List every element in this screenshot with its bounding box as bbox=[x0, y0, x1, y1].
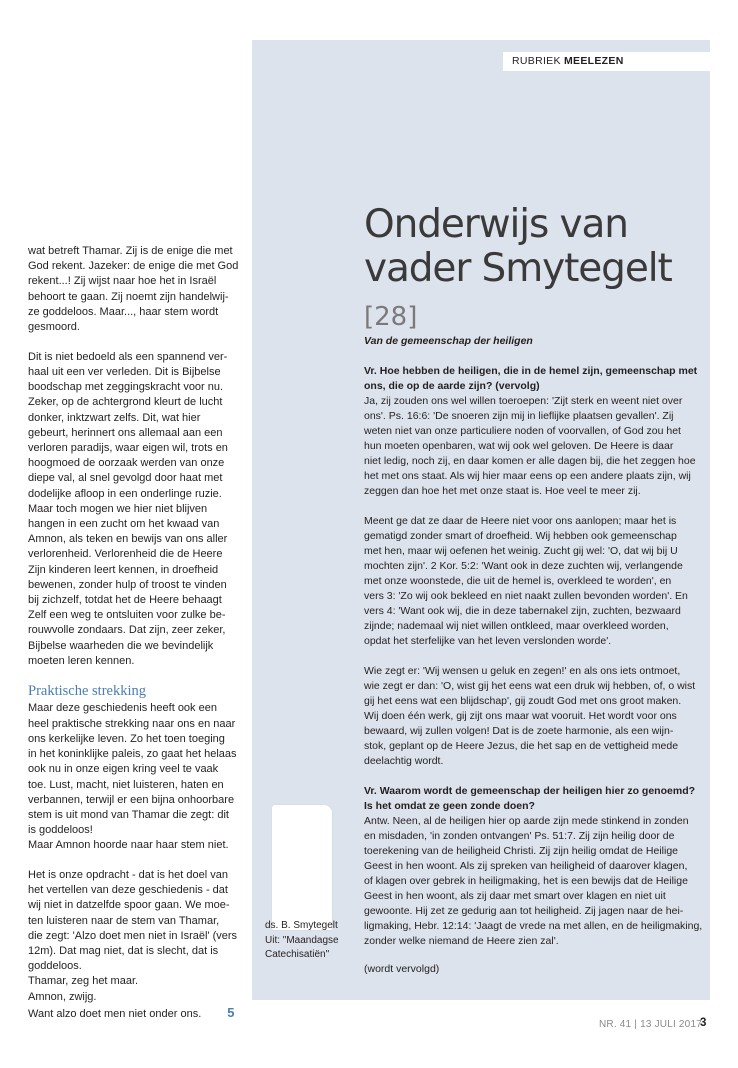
title-number: [28] bbox=[364, 302, 418, 332]
author-photo-placeholder bbox=[272, 805, 332, 930]
end-mark-icon: 5 bbox=[227, 1004, 235, 1020]
rubriek-name: MEELEZEN bbox=[564, 55, 624, 67]
title-line-2: vader Smytegelt bbox=[364, 246, 672, 291]
rubriek-label bbox=[503, 52, 710, 71]
title-line-1: Onderwijs van bbox=[364, 202, 628, 247]
answer-1: Ja, zij zouden ons wel willen toeroepen: 'Zijt sterk en weent niet over ons'. Ps. 16:6: 'De snoeren zijn mij in lieflijke plaatsen gevallen'. Zij weten niet van onze particuliere noden of voorvallen, of God zou het hun moeten openbaren, wat wij ook wel geloven. De Heere is daar niet ledig, noch zij, en daar komen er alle dagen bij, die het zeggen hoe het met ons staat. Als wij hier maar eens op een andere plaats zijn, wij zeggen dan hoe het met onze staat is. Hoe veel te meer zij. bbox=[364, 395, 696, 497]
left-column bbox=[28, 244, 246, 1037]
rubriek-prefix: RUBRIEK bbox=[512, 55, 561, 67]
photo-caption-clip bbox=[265, 920, 355, 970]
page-number: 3 bbox=[700, 1017, 707, 1029]
continued-note: (wordt vervolgd) bbox=[364, 963, 440, 975]
question-1: Vr. Hoe hebben de heiligen, die in de hemel zijn, gemeenschap met ons, die op de aarde zijn? (vervolg) bbox=[364, 365, 698, 392]
article-paragraph-2: Meent ge dat ze daar de Heere niet voor ons aanlopen; maar het is gematigd zonder smart of droefheid. Wij hebben ook gemeenschap met hen, maar wij oefenen het weinig. Zucht gij wel: 'O, dat wij bij U mochten zijn'. 2 Kor. 5:2: 'Want ook in deze zuchten wij, verlangende met onze woonstede, die uit de hemel is, overkleed te worden', en vers 3: 'Zo wij ook bekleed en niet naakt zullen bevonden worden'. En vers 4: 'Want ook wij, die in deze tabernakel zijn, zuchten, bezwaard zijnde; nademaal wij niet willen ontkleed, maar overkleed worden, opdat het sterfelijke van het leven verslonden worde'. bbox=[364, 515, 688, 647]
article-title bbox=[364, 203, 704, 339]
left-paragraph-1: wat betreft Thamar. Zij is de enige die met God rekent. Jazeker: de enige die met God rekent...! Zij wijst naar hoe het in Israël behoort te gaan. Zij noemt zijn handelwij- ze goddeloos. Maar..., haar stem wordt gesmoord. bbox=[28, 245, 239, 334]
left-paragraph-2: Dit is niet bedoeld als een spannend ver- haal uit een ver verleden. Dit is Bijbelse boodschap met zeggingskracht voor nu. Zeker, op de achtergrond kleurt de lucht donker, inktzwart zelfs. Dit, wat hier gebeurt, herinnert ons allemaal aan een verloren paradijs, waar eigen wil, trots en hoogmoed de oorzaak werden van onze diepe val, al snel gevolgd door haat met dodelijke afloop in een onderlinge ruzie. Maar toch mogen we hier niet blijven hangen in een zucht om het kwaad van Amnon, als teken en bewijs van ons aller verlorenheid. Verlorenheid die de Heere Zijn kinderen leert kennen, in droefheid bewenen, zonder hulp of troost te vinden bij zichzelf, totdat het de Heere behaagt Zelf een weg te ontsluiten voor zulke be- rouwvolle zondaars. Dat zijn, zeer zeker, Bijbelse waarheden die we bevindelijk moeten leren kennen. bbox=[28, 350, 228, 667]
answer-2: Antw. Neen, al de heiligen hier op aarde zijn mede stinkend in zonden en misdaden, 'in zonden ontvangen' Ps. 51:7. Zij zijn heilig door de toerekening van de heiligheid Christi. Zij zijn heilig omdat de Heilige Geest in hen woont. Als zij spreken van heiligheid of daarover klagen, of klagen over gebrek in heiligmaking, het is een bewijs dat de Heilige Geest in hen woont, als zij daar met smart over klagen en niet uit gewoonte. Hij zet ze gedurig aan tot heiligheid. Zij jagen naar de hei- ligmaking, Hebr. 12:14: 'Jaagt de vrede na met allen, en de heiligmaking, zonder welke niemand de Heere zien zal'. bbox=[364, 815, 703, 947]
issue-info: NR. 41 | 13 JULI 2017 bbox=[599, 1019, 702, 1030]
photo-caption: ds. B. Smytegelt Uit: "Maandagse Catechisatiën" bbox=[265, 920, 339, 960]
article-paragraph-3: Wie zegt er: 'Wij wensen u geluk en zegen!' en als ons iets ontmoet, wie zegt er dan: 'O, wist gij het eens wat een druk wij hebben, of, o wist gij het eens wat een blijdschap', gij zoudt God met ons groot maken. Wij doen één werk, gij zijt ons maar wat vooruit. Het wordt voor ons bewaard, wij zullen volgen! Dat is de zoete harmonie, als een wijn- stok, geplant op de Heere Jezus, die het sap en de vettigheid mede deelachtig wordt. bbox=[364, 665, 696, 767]
left-paragraph-4-text: Het is onze opdracht - dat is het doel van het vertellen van deze geschiedenis - dat wij niet in datzelfde spoor gaan. We moe- ten luisteren naar de stem van Thamar, die zegt: 'Alzo doet men niet in Israël' (vers 12m). Dat mag niet, dat is slecht, dat is goddeloos. Thamar, zeg het maar. Amnon, zwijg. Want alzo doet men niet onder ons. bbox=[28, 869, 238, 1020]
question-2: Vr. Waarom wordt de gemeenschap der heiligen hier zo genoemd? Is het omdat ze geen zonde doen? bbox=[364, 785, 696, 812]
left-paragraph-3: Maar deze geschiedenis heeft ook een heel praktische strekking naar ons en naar ons kerkelijke leven. Zo het toen toeging in het koninklijke paleis, zo gaat het helaas ook nu in onze eigen kring veel te vaak toe. Lust, macht, niet luisteren, haten en verbannen, terwijl er een bijna onhoorbare stem is uit mond van Thamar die zegt: dit is goddeloos! Maar Amnon hoorde naar haar stem niet. bbox=[28, 702, 237, 852]
section-heading: Praktische strekking bbox=[28, 683, 146, 700]
article-subhead: Van de gemeenschap der heiligen bbox=[364, 335, 533, 347]
article-body bbox=[364, 334, 704, 992]
left-paragraph-4 bbox=[28, 868, 246, 1022]
